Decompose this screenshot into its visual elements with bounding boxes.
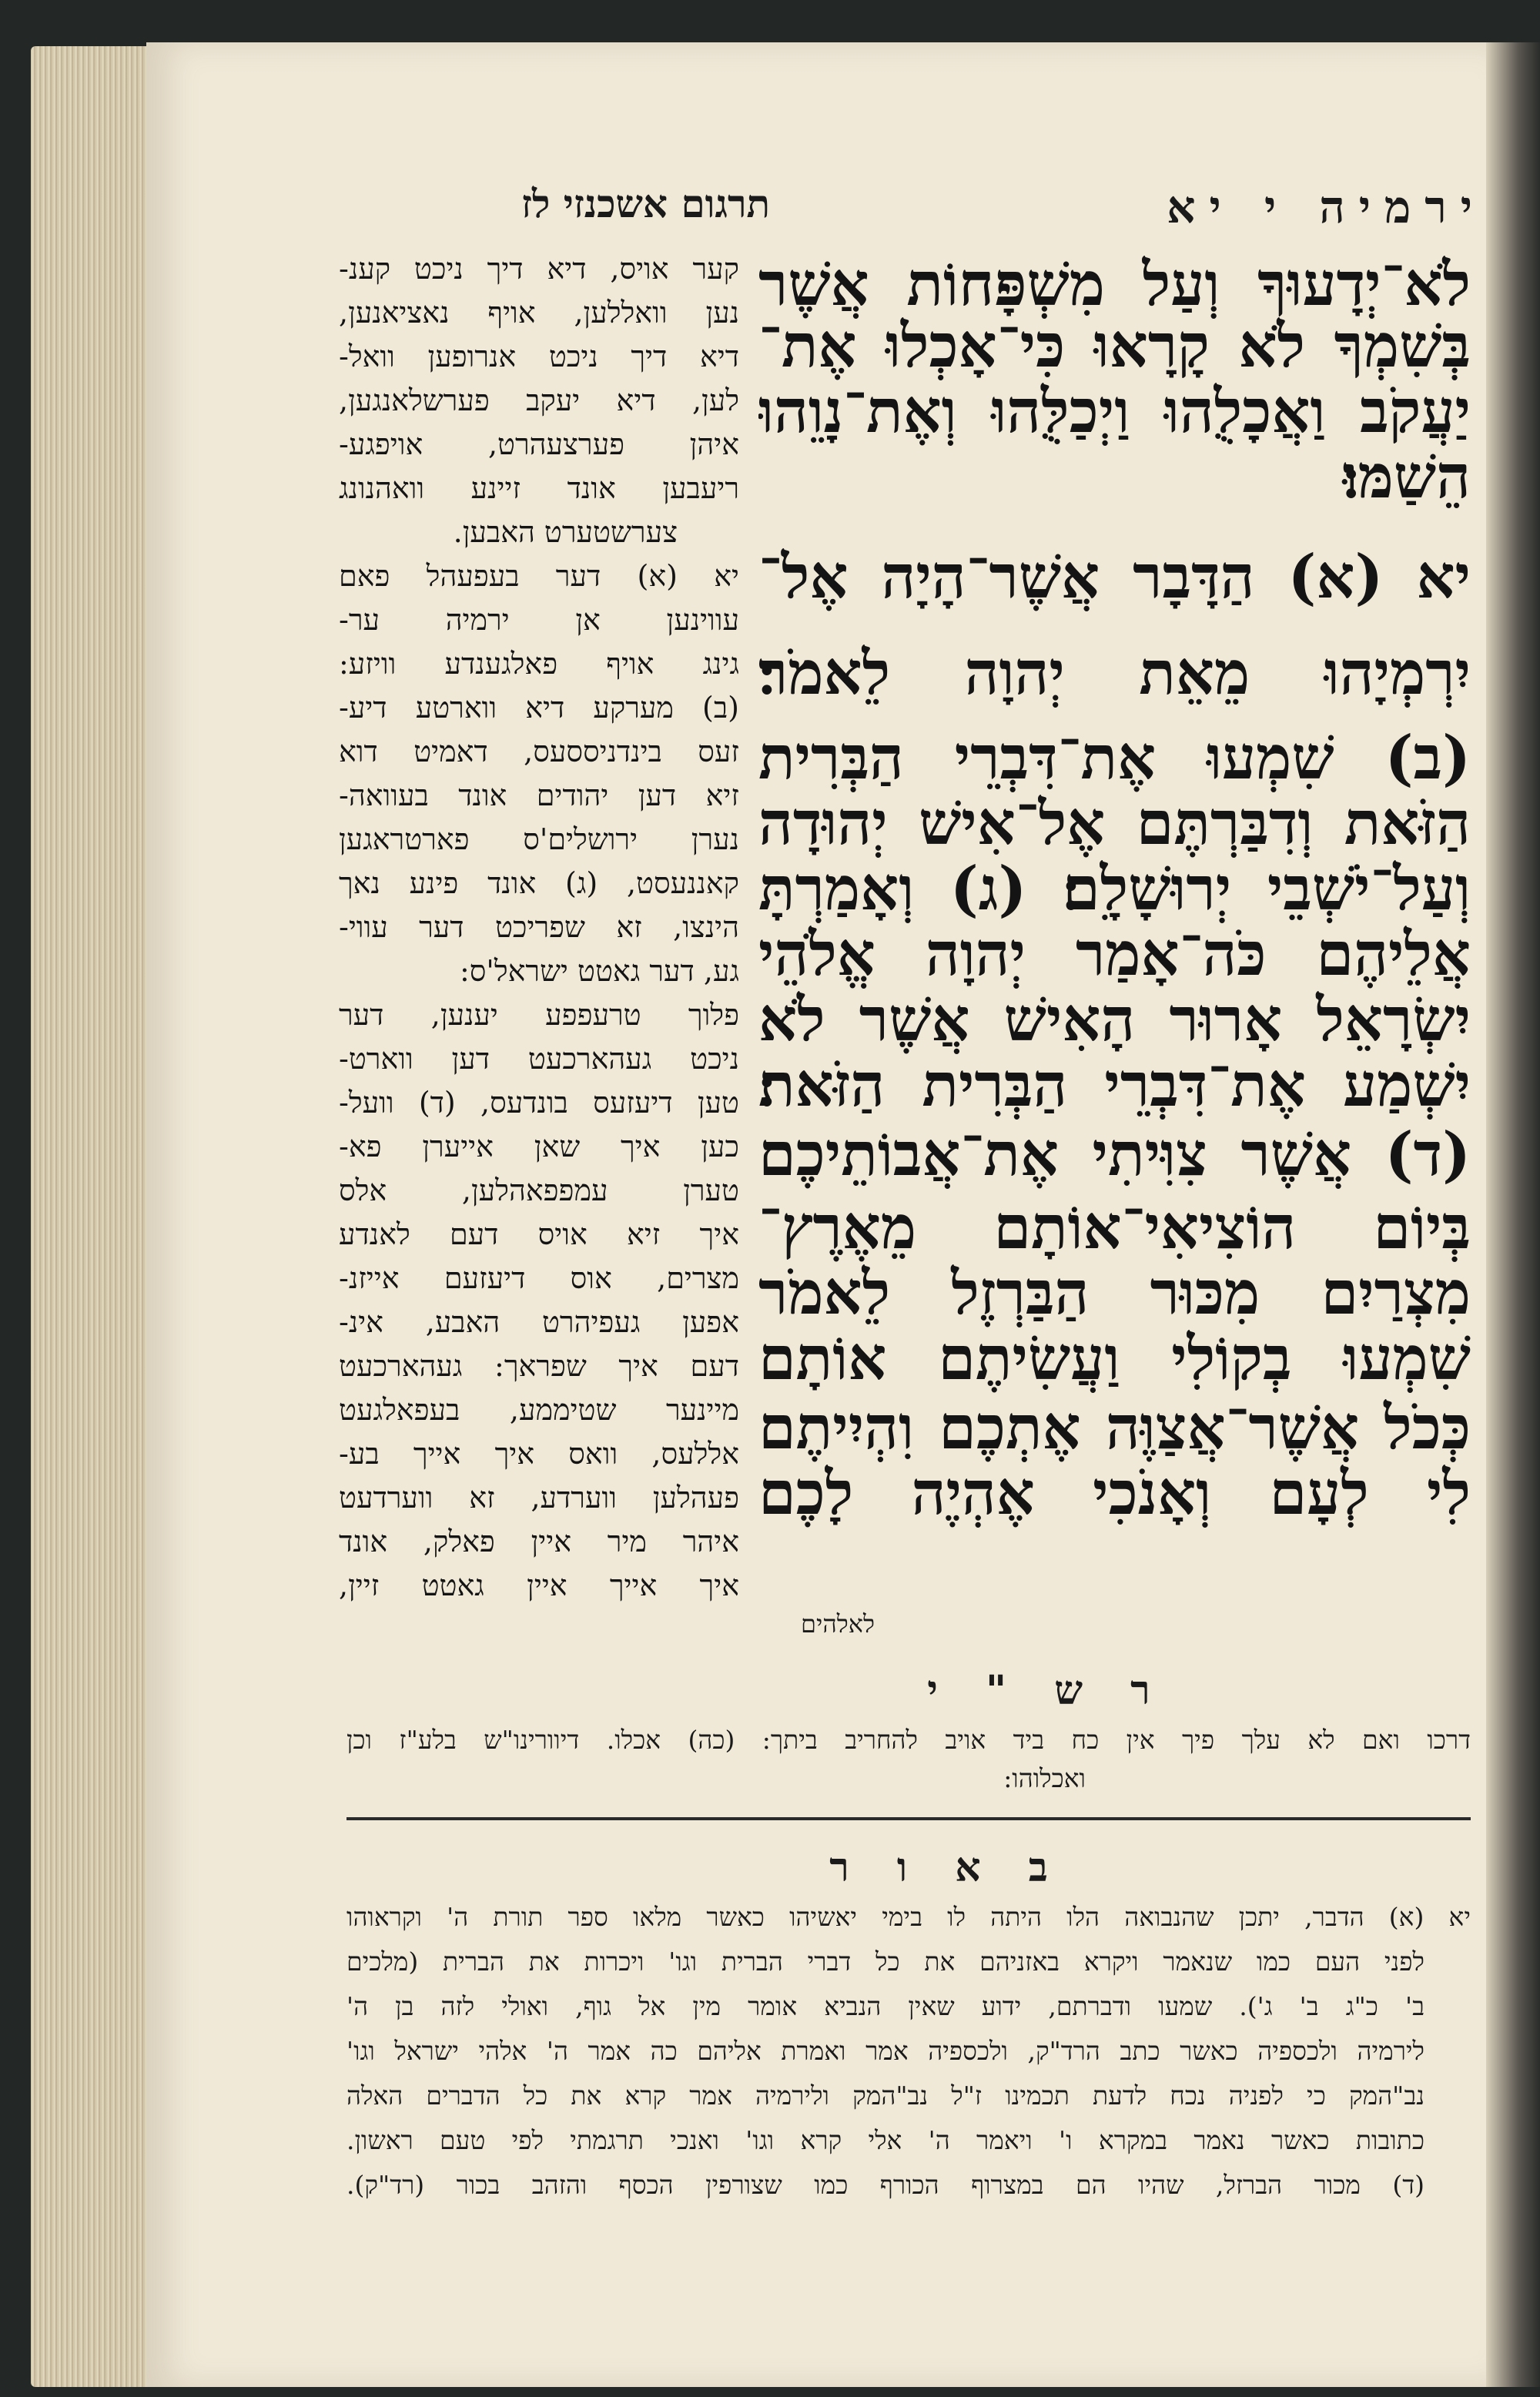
translation-line: לען, דיא יעקב פערשלאנגען, [339, 383, 739, 417]
main-text-line: יַעֲקֹב וַאֲכָלֻהוּ וַיְכַלֻּהוּ וְאֶת־נָוֵהוּ [758, 377, 1471, 447]
beur-line: יא (א) הדבר, יתכן שהנבואה הלו היתה לו בימי יאשיהו כאשר מלאו ספר תורת ה' וקראוהו [346, 1902, 1471, 1932]
beur-line: נב"המק כי לפניה נכח לדעת תכמינו ז"ל נב"המק ולירמיה אמר קרא את כל הדברים האלה [346, 2081, 1424, 2111]
rashi-line: דרכו ואם לא עלך פיך אין כח ביד אויב להחריב ביתך: (כה) אכלו. דיוורינו"ש בלע"ז וכן [346, 1725, 1471, 1755]
rashi-line: ואכלוהו: [1003, 1763, 1086, 1793]
main-text-line: יִשְׁמַע אֶת־דִּבְרֵי הַבְּרִית הַזֹּאת׃ [758, 1050, 1471, 1120]
translation-line: פעהלען ווערדע, זא ווערדעט [339, 1481, 739, 1515]
main-text-line: מִצְרַיִם מִכּוּר הַבַּרְזֶל לֵאמֹר [758, 1258, 1471, 1328]
translation-line: קאננעסט, (ג) אונד פינע נאך [339, 866, 739, 900]
translation-line: פלוך טרעפפע יענען, דער [339, 998, 739, 1032]
binding-shadow [1486, 42, 1540, 2387]
translation-line: ריעבען אונד זיינע וואהנונג [339, 471, 739, 505]
main-text-line: הֵשַׁמּוּ׃ [1342, 442, 1471, 512]
translation-line: קער אויס, דיא דיך ניכט קענ- [339, 252, 739, 286]
beur-title: ב א ו ר [829, 1844, 1065, 1891]
main-text-line: יִרְמְיָהוּ מֵאֵת יְהוָה לֵאמֹר׃ [758, 638, 1471, 708]
translation-line: איך אייך איין גאטט זיין, [339, 1568, 739, 1602]
translation-line: ניכט געהארכעט דען ווארט- [339, 1042, 739, 1076]
translation-line: (ב) מערקע דיא ווארטע דיע- [339, 691, 739, 725]
translation-line: יא (א) דער בעפעהל פאם [339, 559, 739, 593]
main-text-line: אֲלֵיהֶם כֹּה־אָמַר יְהוָה אֱלֹהֵי [758, 919, 1471, 989]
main-text-line: כְּכֹל אֲשֶׁר־אֲצַוֶּה אֶתְכֶם וִהְיִיתֶם [758, 1393, 1471, 1463]
translation-line: מצרים, אוס דיעזעם אייזנ- [339, 1261, 739, 1295]
translation-line: אפען געפיהרט האבע, אינ- [339, 1305, 739, 1339]
main-text-line: שִׁמְעוּ בְקוֹלִי וַעֲשִׂיתֶם אוֹתָם [758, 1324, 1471, 1394]
main-text-line: לֹא־יְדָעוּךָ וְעַל מִשְׁפָּחוֹת אֲשֶׁר [758, 249, 1471, 320]
running-header-book: ירמיה י יא [1167, 181, 1486, 233]
translation-line: איהן פערצעהרט, אויפגע- [339, 427, 739, 461]
translation-line: טערן עמפפאהלען, אלס [339, 1173, 739, 1207]
translation-line: איהר מיר איין פאלק, אונד [339, 1525, 739, 1558]
beur-line: (ד) מכור הברזל, שהיו הם במצרוף הכורף כמו שצורפין הכסף והזהב בכור (רד"ק). [346, 2170, 1424, 2200]
beur-line: לפני העם כמו שנאמר ויקרא באזניהם את כל דברי הברית וגו' ויכרות את הברית (מלכים [346, 1947, 1424, 1977]
translation-line: נען וואללען, אויף נאציאנען, [339, 296, 739, 330]
translation-line: זיא דען יהודים אונד בעוואה- [339, 778, 739, 812]
translation-line: דיא דיך ניכט אנרופען וואל- [339, 340, 739, 373]
catchword: לאלהים [801, 1609, 875, 1639]
main-text-line: הַזֹּאת וְדִבַּרְתֶּם אֶל־אִישׁ יְהוּדָה [758, 788, 1471, 859]
translation-line: טען דיעזעס בונדעס, (ד) וועל- [339, 1086, 739, 1120]
running-header-translation: תרגום אשכנזי לז [521, 181, 770, 226]
main-text-line: (ב) שִׁמְעוּ אֶת־דִּבְרֵי הַבְּרִית [758, 723, 1471, 793]
rashi-title: ר ש " י [927, 1667, 1167, 1714]
translation-line: דעם איך שפראך: געהארכעט [339, 1349, 739, 1383]
beur-line: לירמיה ולכספיה כאשר כתב הרד"ק, ולכספיה אמר ואמרת אליהם כה אמר ה' אלהי ישראל וגו' [346, 2036, 1424, 2066]
translation-line: צערשטערט האבען. [453, 515, 678, 549]
translation-line: עווינען אן ירמיה ער- [339, 603, 739, 637]
translation-line: גע, דער גאטט ישראל'ס: [459, 954, 739, 988]
divider-rule [346, 1817, 1471, 1820]
translation-line: כען איך שאן אייערן פא- [339, 1130, 739, 1163]
main-text-line: בְּשִׁמְךָ לֹא קָרָאוּ כִּי־אָכְלוּ אֶת־ [758, 311, 1471, 381]
main-text-line: לִי לְעָם וְאָנֹכִי אֶהְיֶה לָכֶם [758, 1458, 1471, 1528]
translation-line: אללעס, וואס איך אייך בע- [339, 1437, 739, 1471]
translation-line: איך זיא אויס דעם לאנדע [339, 1217, 739, 1251]
translation-line: הינצו, זא שפריכט דער עווי- [339, 910, 739, 944]
main-text-line: יִשְׂרָאֵל אָרוּר הָאִישׁ אֲשֶׁר לֹא [758, 985, 1471, 1055]
beur-line: ב' כ"ג ב' ג'). שמעו ודברתם, ידוע שאין הנביא אומר מין אל גוף, ואולי לזה בן ה' [346, 1991, 1424, 2021]
book-page-edges [31, 46, 154, 2387]
main-text-line: יא (א) הַדָּבָר אֲשֶׁר־הָיָה אֶל־ [758, 542, 1471, 612]
translation-line: נערן ירושלים'ס פארטראגען [339, 822, 739, 856]
main-text-line: (ד) אֲשֶׁר צִוִּיתִי אֶת־אֲבוֹתֵיכֶם [758, 1120, 1471, 1190]
translation-line: גינג אויף פאלגענדע וויזע: [339, 647, 739, 681]
main-text-line: וְעַל־יֹשְׁבֵי יְרוּשָׁלִָם׃ (ג) וְאָמַרְתָּ [758, 854, 1471, 924]
beur-line: כתובות כאשר נאמר במקרא ו' ויאמר ה' אלי קרא וגו' ואנכי תרגמתי לפי טעם ראשון. [346, 2125, 1424, 2155]
translation-line: זעס בינדניססעס, דאמיט דוא [339, 735, 739, 768]
translation-line: מיינער שטיממע, בעפאלגעט [339, 1393, 739, 1427]
main-text-line: בְּיוֹם הוֹצִיאִי־אוֹתָם מֵאֶרֶץ־ [758, 1193, 1471, 1263]
